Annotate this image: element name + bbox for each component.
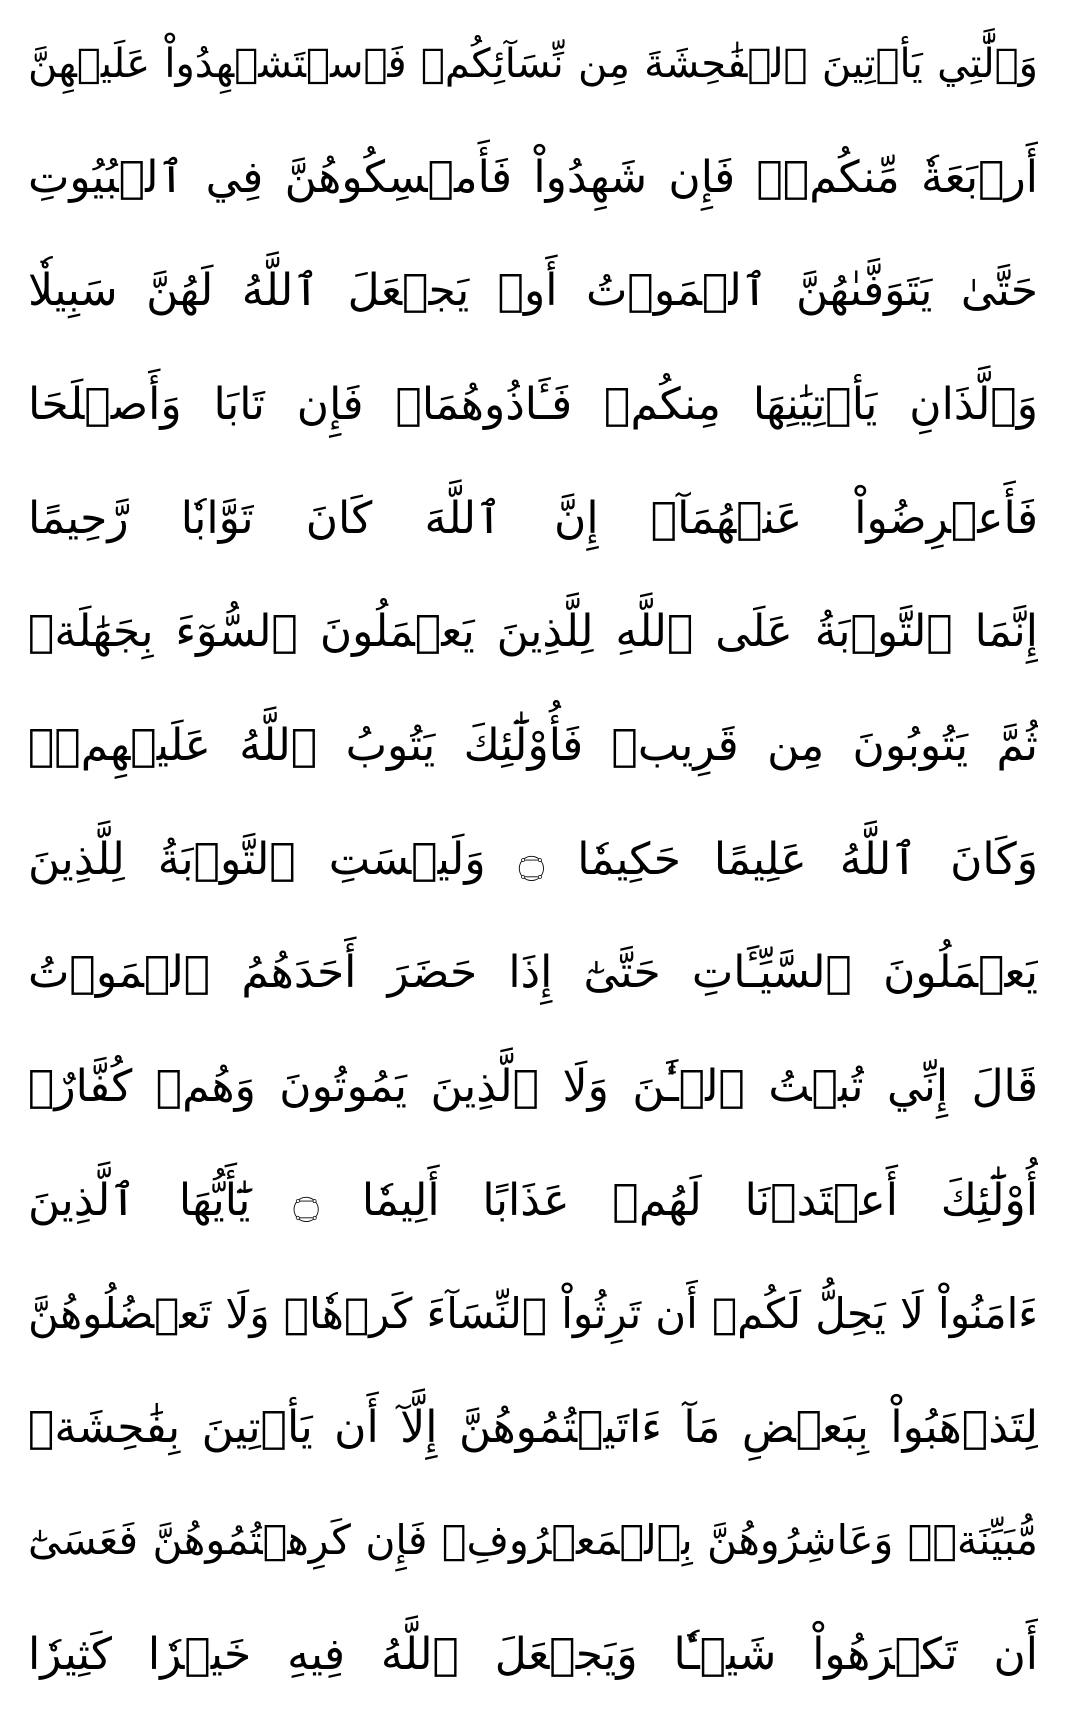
verse-text: حَتَّىٰ يَتَوَفَّىٰهُنَّ ٱلۡمَوۡتُ أَوۡ يَجۡعَلَ ٱللَّهُ لَهُنَّ سَبِيلٗا bbox=[28, 265, 1038, 317]
verse-text: وَٱلَّذَانِ يَأۡتِيَٰنِهَا مِنكُمۡ فَـَٔاذُوهُمَاۖ فَإِن تَابَا وَأَصۡلَحَا bbox=[28, 379, 1038, 431]
verse-line-14 bbox=[28, 1491, 1038, 1591]
verse-text: أَن تَكۡرَهُواْ شَيۡـٔٗا وَيَجۡعَلَ ٱللَّهُ فِيهِ خَيۡرٗا كَثِيرٗا bbox=[28, 1629, 1038, 1681]
verse-line-11 bbox=[28, 1150, 1038, 1250]
verse-text: وَٱلَّٰتِي يَأۡتِينَ ٱلۡفَٰحِشَةَ مِن نِّسَآئِكُمۡ فَٱسۡتَشۡهِدُواْ عَلَيۡهِنَّ bbox=[28, 41, 1038, 87]
verse-line-4 bbox=[28, 355, 1038, 455]
verse-text: ثُمَّ يَتُوبُونَ مِن قَرِيبٖ فَأُوْلَٰٓئِكَ يَتُوبُ ٱللَّهُ عَلَيۡهِمۡۗ bbox=[28, 720, 1038, 772]
verse-text: قَالَ إِنِّي تُبۡتُ ٱلۡـَٰٔنَ وَلَا ٱلَّذِينَ يَمُوتُونَ وَهُمۡ كُفَّارٌۚ bbox=[28, 1060, 1038, 1112]
verse-line-15 bbox=[28, 1605, 1038, 1705]
verse-text: لِتَذۡهَبُواْ بِبَعۡضِ مَآ ءَاتَيۡتُمُوهُنَّ إِلَّآ أَن يَأۡتِينَ بِفَٰحِشَةٖ bbox=[28, 1401, 1038, 1453]
verse-text: ءَامَنُواْ لَا يَحِلُّ لَكُمۡ أَن تَرِثُواْ ٱلنِّسَآءَ كَرۡهٗاۖ وَلَا تَعۡضُلُوهُنَّ bbox=[28, 1289, 1038, 1339]
verse-line-1 bbox=[28, 14, 1038, 114]
verse-text: يَعۡمَلُونَ ٱلسَّيِّـَٔاتِ حَتَّىٰٓ إِذَا حَضَرَ أَحَدَهُمُ ٱلۡمَوۡتُ bbox=[28, 947, 1038, 999]
verse-line-12 bbox=[28, 1264, 1038, 1364]
verse-line-9 bbox=[28, 923, 1038, 1023]
verse-line-6 bbox=[28, 582, 1038, 682]
verse-line-7 bbox=[28, 696, 1038, 796]
verse-text: مُّبَيِّنَةٖۚ وَعَاشِرُوهُنَّ بِٱلۡمَعۡرُوفِۚ فَإِن كَرِهۡتُمُوهُنَّ فَعَسَىٰٓ bbox=[28, 1516, 1038, 1565]
verse-line-3 bbox=[28, 241, 1038, 341]
verse-line-10 bbox=[28, 1037, 1038, 1137]
verse-text: وَكَانَ ٱللَّهُ عَلِيمًا حَكِيمٗا ۝ وَلَيۡسَتِ ٱلتَّوۡبَةُ لِلَّذِينَ bbox=[28, 833, 1038, 885]
verse-text: أُوْلَٰٓئِكَ أَعۡتَدۡنَا لَهُمۡ عَذَابًا أَلِيمٗا ۝ يَٰٓأَيُّهَا ٱلَّذِينَ bbox=[28, 1174, 1038, 1226]
verse-line-5 bbox=[28, 469, 1038, 569]
verse-text: أَرۡبَعَةٗ مِّنكُمۡۖ فَإِن شَهِدُواْ فَأَمۡسِكُوهُنَّ فِي ٱلۡبُيُوتِ bbox=[28, 151, 1038, 203]
verse-line-13 bbox=[28, 1378, 1038, 1478]
verse-text: فَأَعۡرِضُواْ عَنۡهُمَآۗ إِنَّ ٱللَّهَ كَانَ تَوَّابٗا رَّحِيمًا bbox=[28, 492, 1038, 544]
verse-line-8 bbox=[28, 809, 1038, 909]
verse-text: إِنَّمَا ٱلتَّوۡبَةُ عَلَى ٱللَّهِ لِلَّذِينَ يَعۡمَلُونَ ٱلسُّوٓءَ بِجَهَٰلَةٖ bbox=[28, 606, 1038, 658]
verse-line-2 bbox=[28, 128, 1038, 228]
